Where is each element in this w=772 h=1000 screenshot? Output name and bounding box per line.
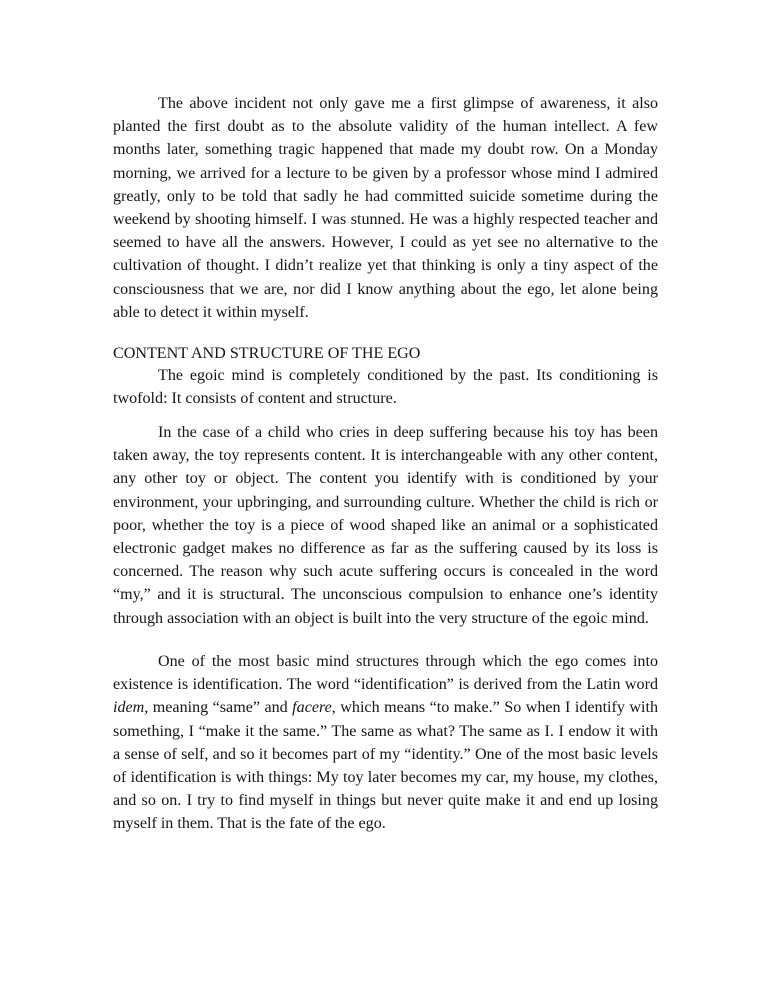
paragraph-text: meaning “same” and [148, 699, 293, 717]
paragraph [113, 650, 658, 836]
paragraph: In the case of a child who cries in deep suffering because his toy has been taken away, the toy represents content. It is interchangeable with any other content, any other toy or object. The content you identify with is conditioned by your environment, your upbringing, and surrounding culture. Whether the child is rich or poor, whether the toy is a piece of wood shaped like an animal or a sophisticated electronic gadget makes no difference as far as the suffering caused by its loss is concerned. The reason why such acute suffering occurs is concealed in the word “my,” and it is structural. The unconscious compulsion to enhance one’s identity through association with an object is built into the very structure of the egoic mind. [113, 424, 658, 627]
paragraph: The egoic mind is completely conditioned by the past. Its conditioning is twofold: It consists of content and structure. [113, 367, 658, 408]
italic-term: idem, [113, 699, 149, 717]
italic-term: facere [292, 699, 332, 717]
section-heading: CONTENT AND STRUCTURE OF THE EGO [113, 345, 421, 362]
paragraph-text: One of the most basic mind structures through which the ego comes into existence is identification. The word “identification” is derived from the Latin word [113, 653, 658, 694]
paragraph-text: , which means “to make.” So when I identify with something, I “make it the same.” The same as what? The same as I. I endow it with a sense of self, and so it becomes part of my “identity.” One of the most basic levels of identification is with things: My toy later becomes my car, my house, my clothes, and so on. I try to find myself in things but never quite make it and end up losing myself in them. That is the fate of the ego. [113, 699, 658, 833]
paragraph: The above incident not only gave me a first glimpse of awareness, it also planted the first doubt as to the absolute validity of the human intellect. A few months later, something tragic happened that made my doubt row. On a Monday morning, we arrived for a lecture to be given by a professor whose mind I admired greatly, only to be told that sadly he had committed suicide sometime during the weekend by shooting himself. I was stunned. He was a highly respected teacher and seemed to have all the answers. However, I could as yet see no alternative to the cultivation of thought. I didn’t realize yet that thinking is only a tiny aspect of the consciousness that we are, nor did I know anything about the ego, let alone being able to detect it within myself. [113, 95, 658, 321]
